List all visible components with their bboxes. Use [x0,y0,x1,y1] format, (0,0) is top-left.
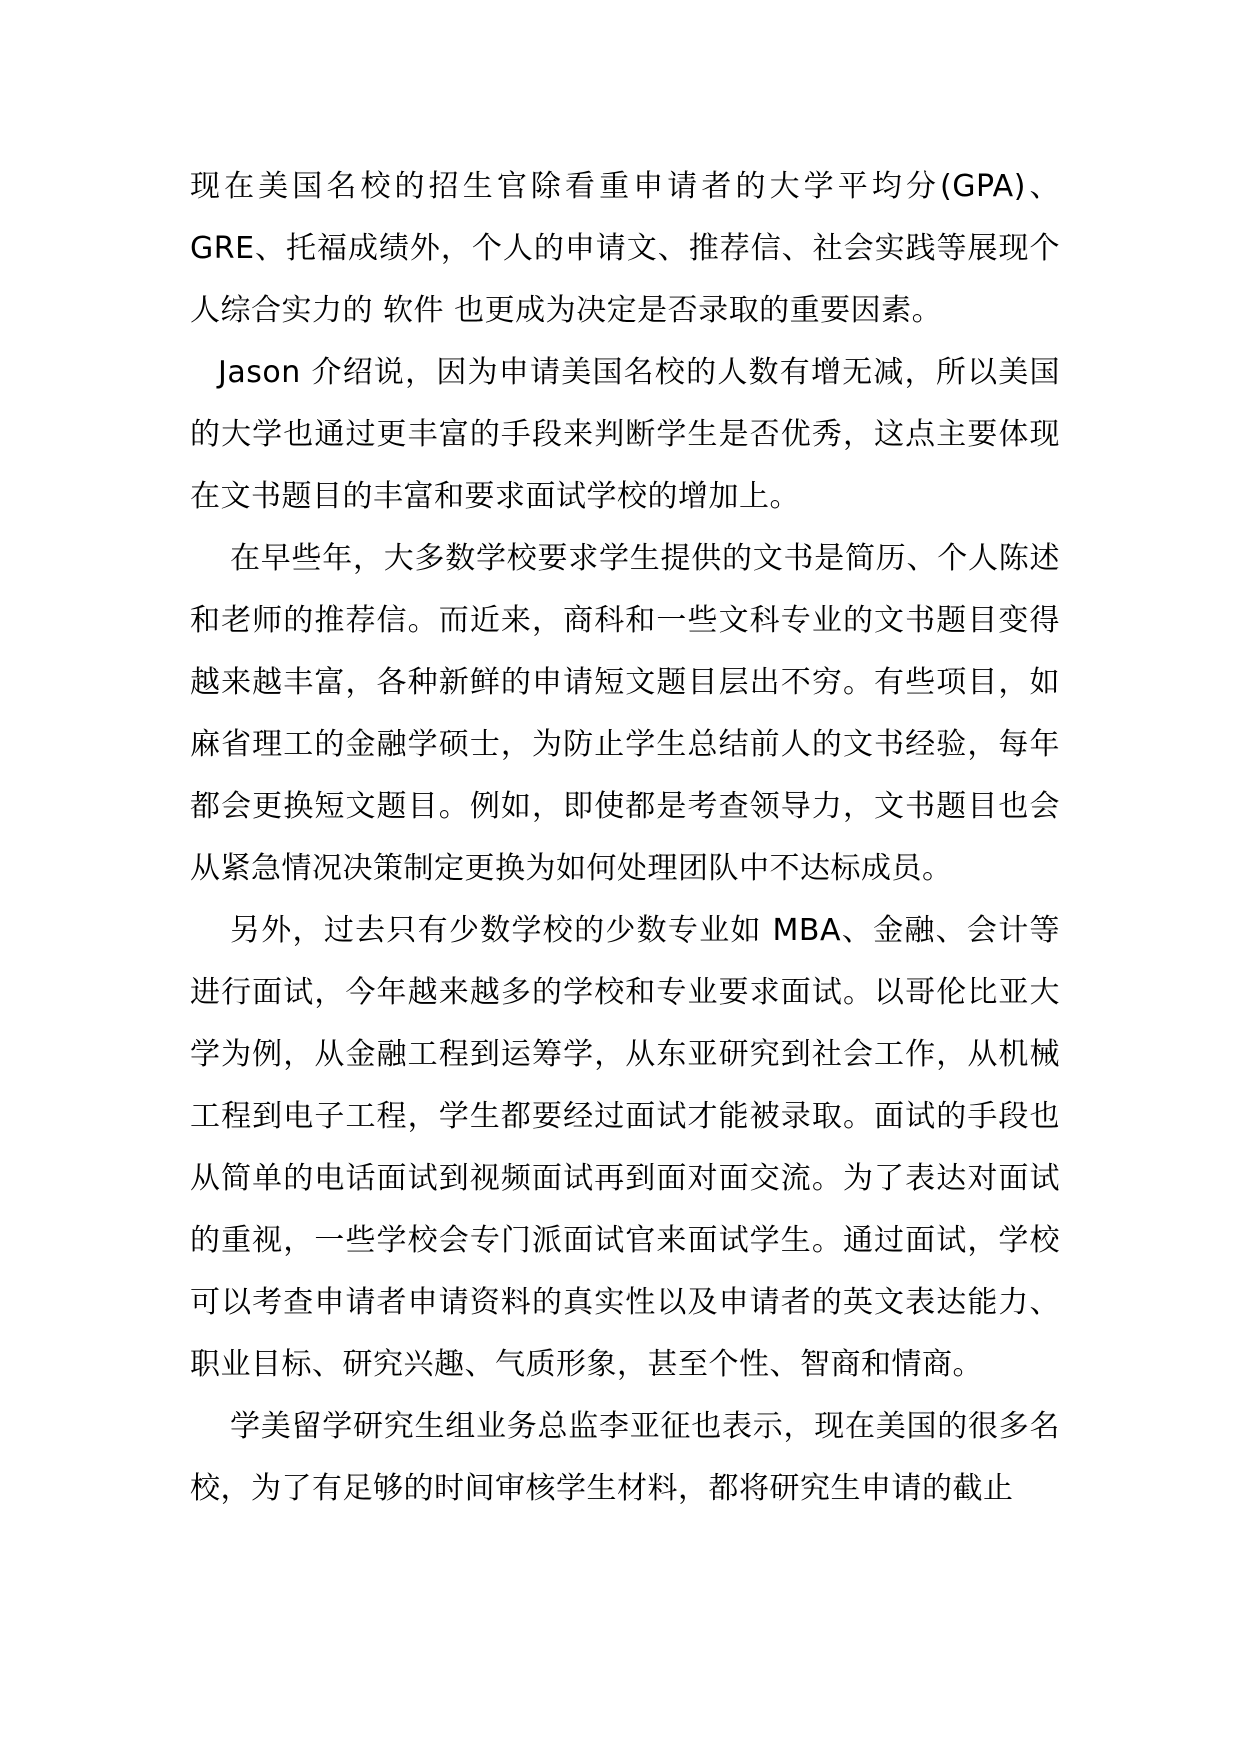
paragraph-2: Jason 介绍说，因为申请美国名校的人数有增无减，所以美国的大学也通过更丰富的手段来判断学生是否优秀，这点主要体现在文书题目的丰富和要求面试学校的增加上。 [190,355,1060,514]
body-text [190,156,1060,1520]
paragraph-4: 另外，过去只有少数学校的少数专业如 MBA、金融、会计等进行面试，今年越来越多的学校和专业要求面试。以哥伦比亚大学为例，从金融工程到运筹学，从东亚研究到社会工作，从机械工程到电子工程，学生都要经过面试才能被录取。面试的手段也从简单的电话面试到视频面试再到面对面交流。为了表达对面试的重视，一些学校会专门派面试官来面试学生。通过面试，学校可以考查申请者申请资料的真实性以及申请者的英文表达能力、职业目标、研究兴趣、气质形象，甚至个性、智商和情商。 [190,913,1060,1382]
paragraph-5: 学美留学研究生组业务总监李亚征也表示，现在美国的很多名校，为了有足够的时间审核学生材料，都将研究生申请的截止 [190,1409,1060,1506]
paragraph-1: 现在美国名校的招生官除看重申请者的大学平均分(GPA)、GRE、托福成绩外，个人的申请文、推荐信、社会实践等展现个人综合实力的 软件 也更成为决定是否录取的重要因素。 [190,169,1060,328]
paragraph-3: 在早些年，大多数学校要求学生提供的文书是简历、个人陈述和老师的推荐信。而近来，商科和一些文科专业的文书题目变得越来越丰富，各种新鲜的申请短文题目层出不穷。有些项目，如麻省理工的金融学硕士，为防止学生总结前人的文书经验，每年都会更换短文题目。例如，即使都是考查领导力，文书题目也会从紧急情况决策制定更换为如何处理团队中不达标成员。 [190,541,1060,886]
